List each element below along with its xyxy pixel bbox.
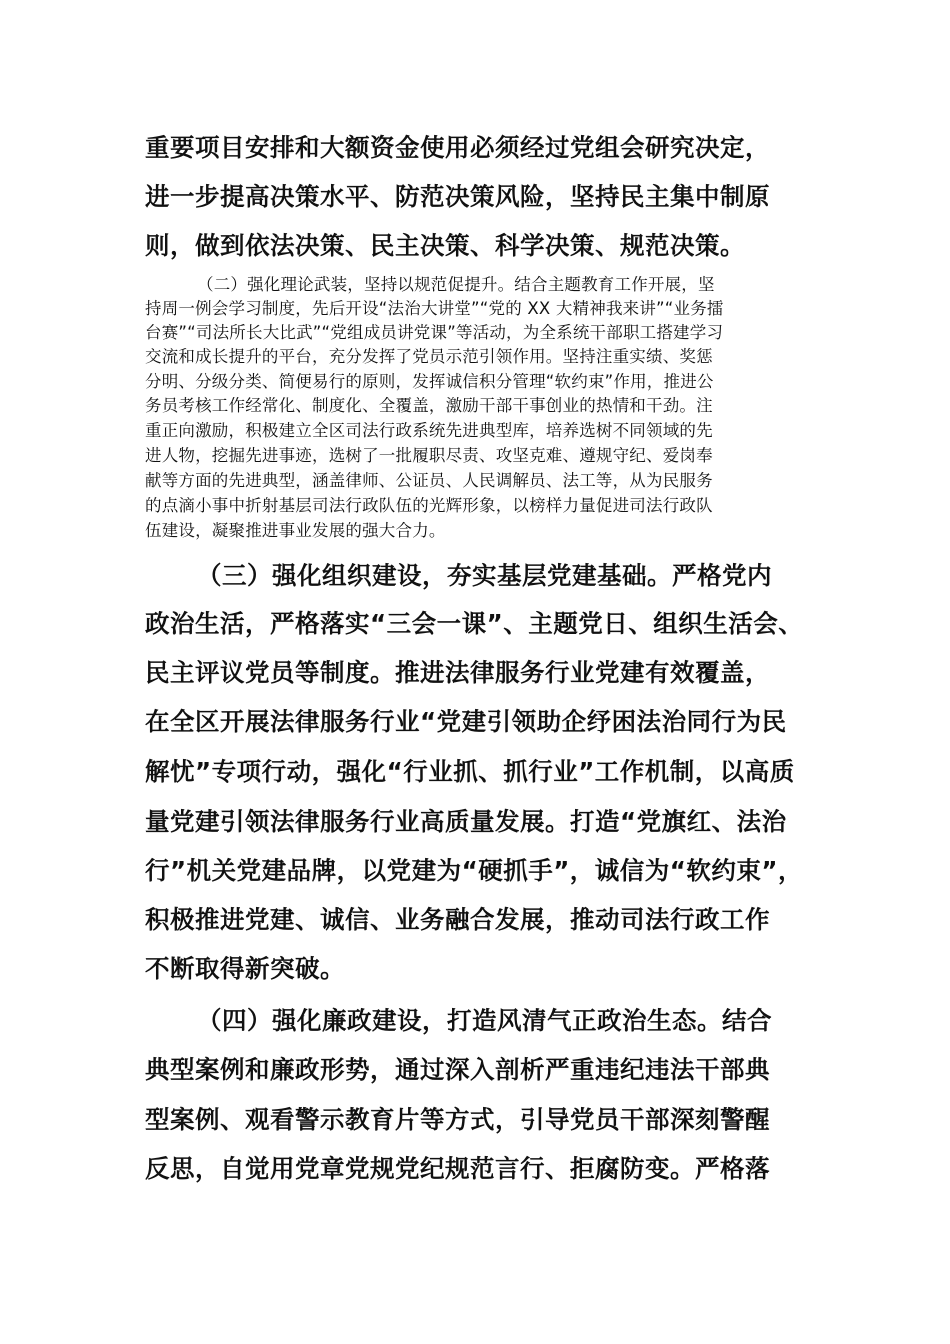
paragraph-4-line-1: （四）强化廉政建设，打造风清气正政治生态。结合: [197, 1006, 772, 1035]
paragraph-3-line-5: 解忧”专项行动，强化“行业抓、抓行业”工作机制，以高质: [145, 757, 795, 786]
paragraph-2-line-4: 交流和成长提升的平台，充分发挥了党员示范引领作用。坚持注重实绩、奖惩: [145, 347, 713, 366]
paragraph-2-line-9: 献等方面的先进典型，涵盖律师、公证员、人民调解员、法工等，从为民服务: [145, 471, 713, 490]
paragraph-2-line-6: 务员考核工作经常化、制度化、全覆盖，激励干部干事创业的热情和干劲。注: [145, 396, 713, 415]
paragraph-1-line-2: 进一步提高决策水平、防范决策风险，坚持民主集中制原: [145, 182, 770, 211]
paragraph-4-line-3: 型案例、观看警示教育片等方式，引导党员干部深刻警醒: [145, 1105, 770, 1134]
paragraph-2-line-1: （二）强化理论武装，坚持以规范促提升。结合主题教育工作开展，坚: [197, 275, 715, 294]
paragraph-3-line-4: 在全区开展法律服务行业“党建引领助企纾困法治同行为民: [145, 707, 787, 736]
paragraph-2-line-3: 台赛”“司法所长大比武”“党组成员讲党课”等活动，为全系统干部职工搭建学习: [145, 323, 724, 342]
paragraph-2-line-11: 伍建设，凝聚推进事业发展的强大合力。: [145, 521, 446, 540]
paragraph-3-line-7: 行”机关党建品牌，以党建为“硬抓手”，诚信为“软约束”，: [145, 856, 804, 885]
paragraph-2-line-8: 进人物，挖掘先进事迹，选树了一批履职尽责、攻坚克难、遵规守纪、爱岗奉: [145, 446, 713, 465]
paragraph-1-line-3: 则，做到依法决策、民主决策、科学决策、规范决策。: [145, 231, 745, 260]
paragraph-3-line-2: 政治生活，严格落实“三会一课”、主题党日、组织生活会、: [145, 609, 804, 638]
paragraph-4-line-2: 典型案例和廉政形势，通过深入剖析严重违纪违法干部典: [145, 1055, 770, 1084]
paragraph-2-line-7: 重正向激励，积极建立全区司法行政系统先进典型库，培养选树不同领域的先: [145, 421, 713, 440]
paragraph-2-line-10: 的点滴小事中折射基层司法行政队伍的光辉形象，以榜样力量促进司法行政队: [145, 496, 713, 515]
paragraph-1-line-1: 重要项目安排和大额资金使用必须经过党组会研究决定，: [145, 133, 770, 162]
paragraph-3-line-3: 民主评议党员等制度。推进法律服务行业党建有效覆盖，: [145, 658, 770, 687]
paragraph-2-line-2: 持周一例会学习制度，先后开设“法治大讲堂”“党的 XX 大精神我来讲”“业务擂: [145, 299, 724, 318]
paragraph-2-line-5: 分明、分级分类、简便易行的原则，发挥诚信积分管理“软约束”作用，推进公: [145, 372, 714, 391]
paragraph-3-line-1: （三）强化组织建设，夯实基层党建基础。严格党内: [197, 561, 772, 590]
paragraph-4-line-4: 反思，自觉用党章党规党纪规范言行、拒腐防变。严格落: [145, 1154, 770, 1183]
paragraph-3-line-9: 不断取得新突破。: [145, 954, 345, 983]
paragraph-3-line-6: 量党建引领法律服务行业高质量发展。打造“党旗红、法治: [145, 807, 787, 836]
paragraph-3-line-8: 积极推进党建、诚信、业务融合发展，推动司法行政工作: [145, 905, 770, 934]
